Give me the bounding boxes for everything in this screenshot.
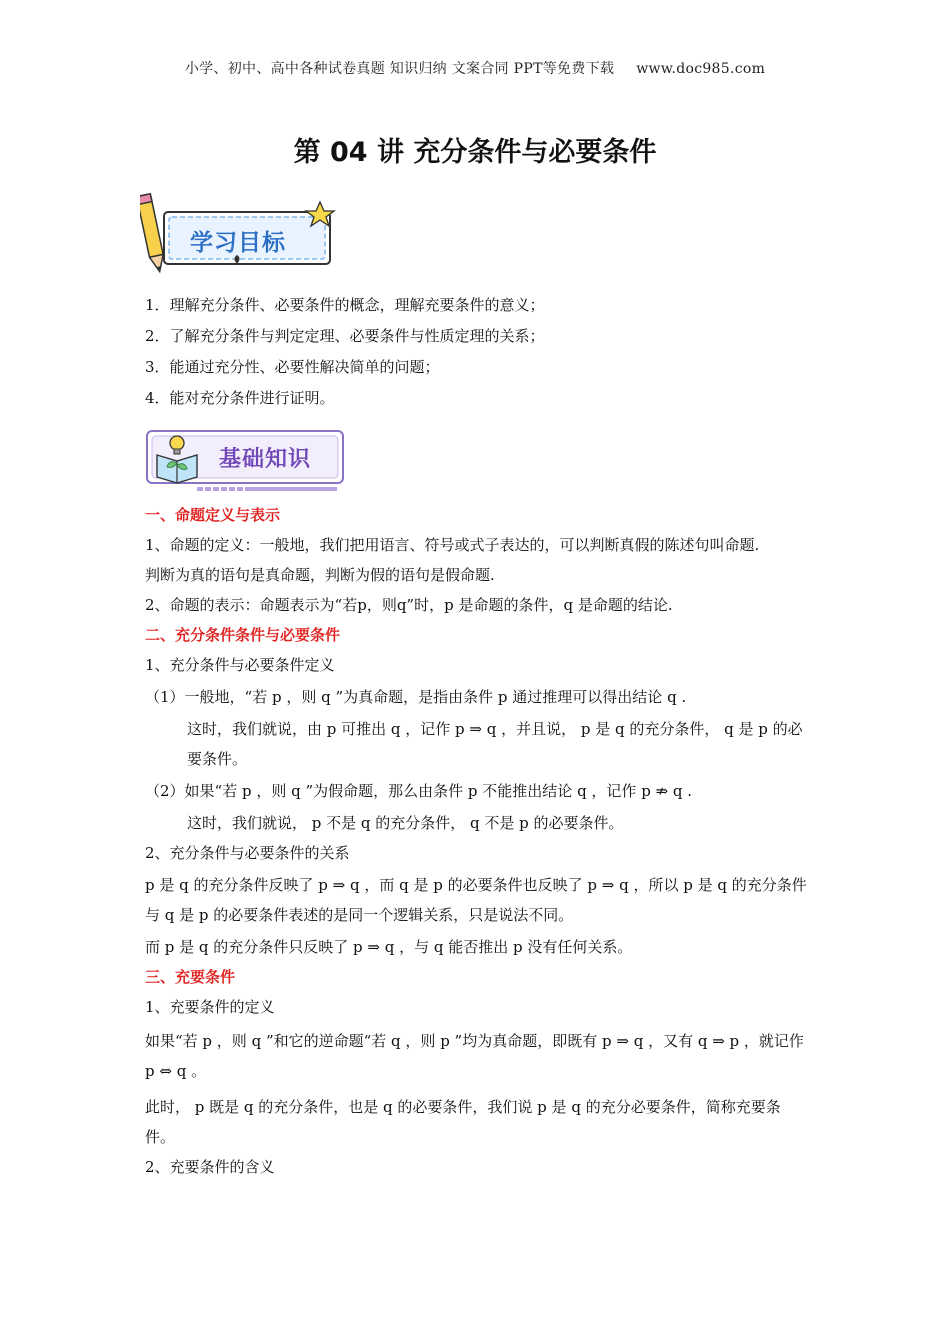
goal-item: 3．能通过充分性、必要性解决简单的问题；: [145, 358, 440, 376]
paragraph: 1、命题的定义：一般地，我们把用语言、符号或式子表达的，可以判断真假的陈述句叫命题.: [145, 536, 760, 554]
learning-goals-banner: [140, 190, 340, 280]
paragraph: （1）一般地，“若 p ，则 q ”为真命题，是指由条件 p 通过推理可以得出结论 q .: [145, 688, 687, 706]
paragraph: 判断为真的语句是真命题，判断为假的语句是假命题.: [145, 566, 495, 584]
basic-knowledge-label: 基础知识: [219, 447, 312, 472]
paragraph: 而 p 是 q 的充分条件只反映了 p ⇒ q ，与 q 能否推出 p 没有任何关系。: [145, 938, 633, 956]
goal-item: 4．能对充分条件进行证明。: [145, 389, 335, 407]
header-text: 小学、初中、高中各种试卷真题 知识归纳 文案合同 PPT等免费下载: [184, 61, 615, 77]
goal-item: 2．了解充分条件与判定定理、必要条件与性质定理的关系；: [145, 327, 545, 345]
paragraph: 1、充分条件与必要条件定义: [145, 656, 335, 674]
paragraph: 2、命题的表示：命题表示为“若p，则q”时，p 是命题的条件，q 是命题的结论.: [145, 596, 673, 614]
goal-item: 1．理解充分条件、必要条件的概念，理解充要条件的意义；: [145, 296, 545, 314]
section-heading: 三、充要条件: [145, 968, 236, 986]
paragraph: 如果“若 p ，则 q ”和它的逆命题“若 q ，则 p ”均为真命题，即既有 p ⇒ q ，又有 q ⇒ p ，就记作 p ⇔ q 。: [145, 1032, 804, 1080]
paragraph: 2、充分条件与必要条件的关系: [145, 844, 350, 862]
main-content: [145, 500, 810, 1182]
paragraph: 这时，我们就说， p 不是 q 的充分条件， q 不是 p 的必要条件。: [187, 814, 624, 832]
basic-knowledge-banner: [143, 425, 348, 495]
page-header: [0, 58, 950, 78]
paragraph: 这时，我们就说，由 p 可推出 q ，记作 p ⇒ q ，并且说， p 是 q 的充分条件， q 是 p 的必要条件。: [187, 720, 803, 768]
section-heading: 一、命题定义与表示: [145, 506, 281, 524]
page-title: 第 04 讲 充分条件与必要条件: [293, 137, 657, 168]
paragraph: （2）如果“若 p ，则 q ”为假命题，那么由条件 p 不能推出结论 q ，记作 p ⇏ q .: [145, 782, 693, 800]
goals-list: [145, 290, 815, 414]
section-heading: 二、充分条件条件与必要条件: [145, 626, 341, 644]
paragraph: 2、充要条件的含义: [145, 1158, 275, 1176]
learning-goals-label: 学习目标: [190, 230, 286, 256]
paragraph: p 是 q 的充分条件反映了 p ⇒ q ，而 q 是 p 的必要条件也反映了 p ⇒ q ，所以 p 是 q 的充分条件与 q 是 p 的必要条件表述的是同一个逻辑关系，只是说法不同。: [145, 876, 807, 924]
paragraph: 此时， p 既是 q 的充分条件，也是 q 的必要条件，我们说 p 是 q 的充分必要条件，简称充要条件。: [145, 1098, 781, 1146]
paragraph: 1、充要条件的定义: [145, 998, 275, 1016]
header-site: www.doc985.com: [636, 61, 766, 77]
